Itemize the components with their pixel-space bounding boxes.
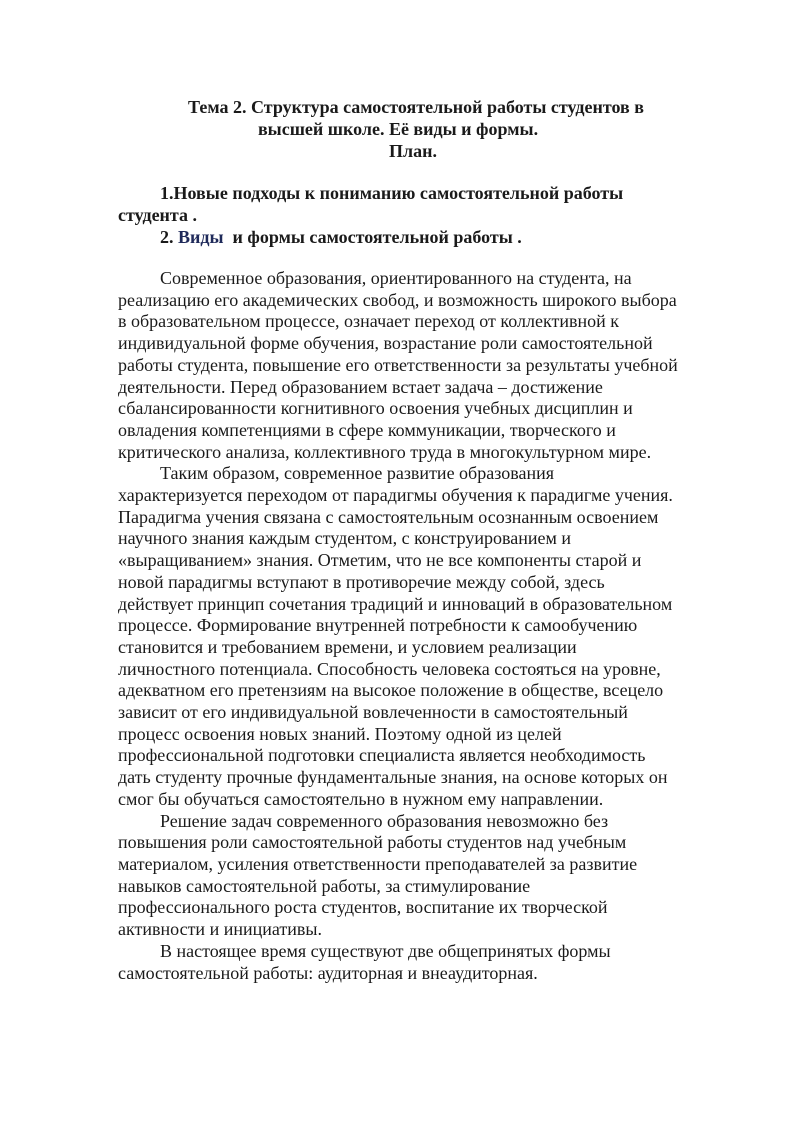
body-text xyxy=(118,268,678,984)
plan-item-2-accent: Виды xyxy=(178,227,224,247)
paragraph-1: Современное образования, ориентированного на студента, на реализацию его академических свобод, и возможность широкого выбора в образовательном процессе, означает переход от коллективной к индивидуальной форме обучения, возрастание роли самостоятельной работы студента, повышение его ответственности за результаты учебной деятельности. Перед образованием встает задача – достижение сбалансированности когнитивного освоения учебных дисциплин и овладения компетенциями в сфере коммуникации, творческого и критического анализа, коллективного труда в многокультурном мире. xyxy=(118,268,678,462)
plan-item-2-prefix: 2. xyxy=(160,227,178,247)
plan-item-2 xyxy=(118,226,678,248)
plan-item-2-rest: и формы самостоятельной работы . xyxy=(223,227,522,247)
plan-item-1: 1.Новые подходы к пониманию самостоятельной работы студента . xyxy=(118,183,624,225)
title-line-2: высшей школе. Её виды и формы. xyxy=(257,119,539,139)
plan-list xyxy=(118,182,678,248)
document-page xyxy=(118,96,678,984)
paragraph-2: Таким образом, современное развитие образования характеризуется переходом от парадигмы обучения к парадигме учения. Парадигма учения связана с самостоятельным осознанным освоением научного знания каждым студентом, с конструированием и «выращиванием» знания. Отметим, что не все компоненты старой и новой парадигмы вступают в противоречие между собой, здесь действует принцип сочетания традиций и инноваций в образовательном процессе. Формирование внутренней потребности к самообучению становится и требованием времени, и условием реализации личностного потенциала. Способность человека состояться на уровне, адекватном его претензиям на высокое положение в обществе, всецело зависит от его индивидуальной вовлеченности в самостоятельный процесс освоения новых знаний. Поэтому одной из целей профессиональной подготовки специалиста является необходимость дать студенту прочные фундаментальные знания, на основе которых он смог бы обучаться самостоятельно в нужном ему направлении. xyxy=(118,463,673,809)
paragraph-4: В настоящее время существуют две общепринятых формы самостоятельной работы: аудиторная и внеаудиторная. xyxy=(118,940,611,983)
paragraph-3: Решение задач современного образования невозможно без повышения роли самостоятельной работы студентов над учебным материалом, усиления ответственности преподавателей за развитие навыков самостоятельной работы, за стимулирование профессионального роста студентов, воспитание их творческой активности и инициативы. xyxy=(118,810,638,940)
document-title xyxy=(118,96,678,162)
title-line-1: Тема 2. Структура самостоятельной работы студентов в xyxy=(188,97,644,117)
plan-heading: План. xyxy=(389,141,437,161)
